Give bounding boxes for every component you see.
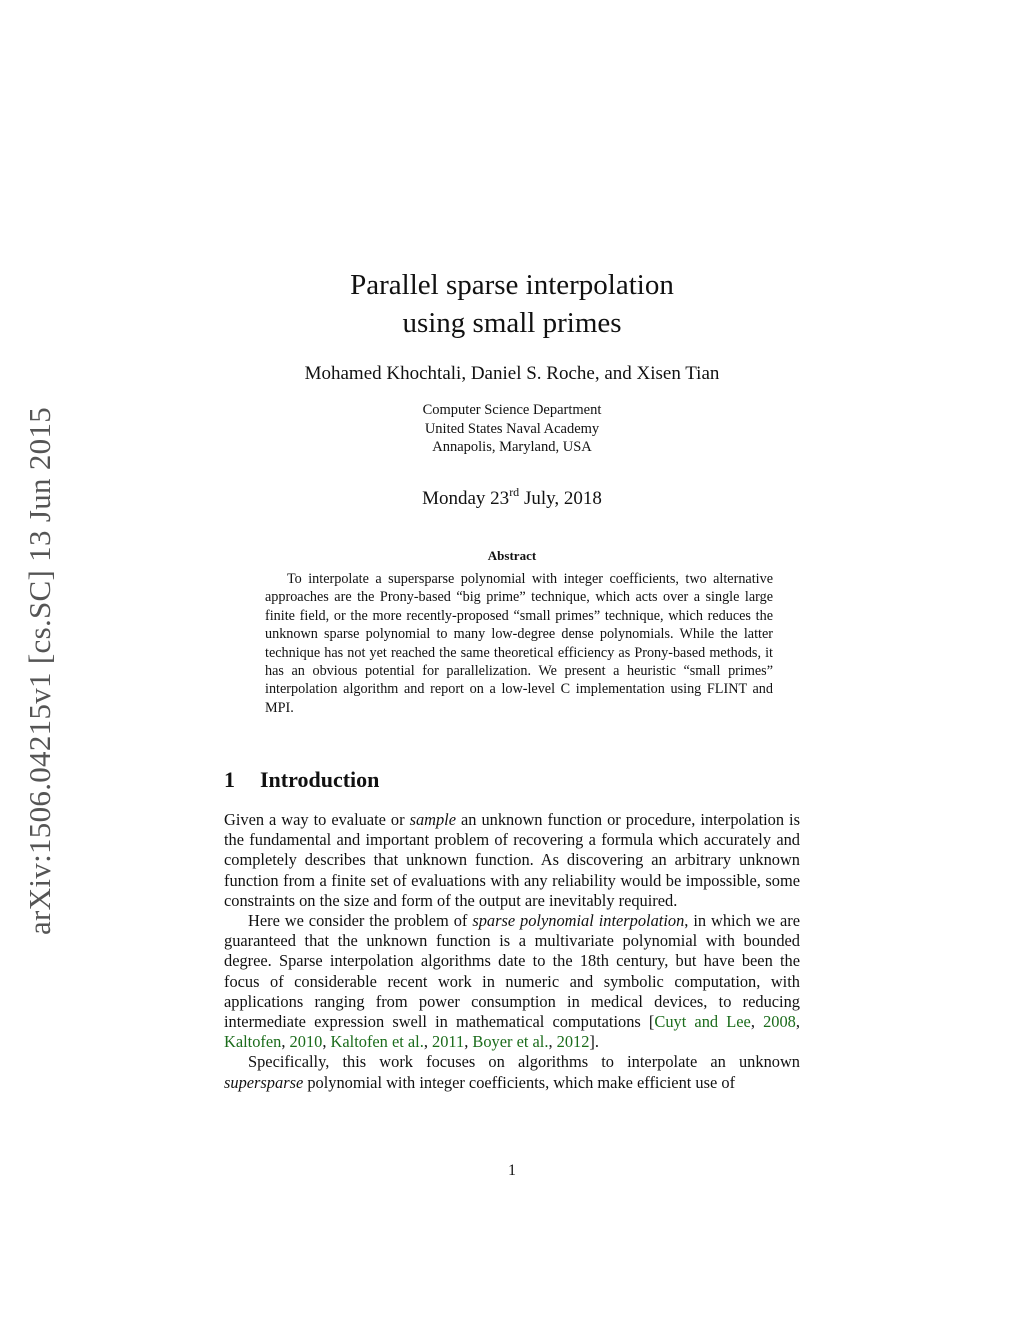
citation-separator: ,: [464, 1032, 473, 1052]
citation-separator: ,: [322, 1032, 331, 1052]
author-list: Mohamed Khochtali, Daniel S. Roche, and Xisen Tian: [304, 363, 720, 384]
paragraph-text: , in which we are guaranteed that the unknown function is a multivariate polynomial with bounded degree. Sparse interpolation algorithms date to the 18th century, but have been the focus of considerable recent work in numeric and symbolic computation, with applications ranging from power consumption in medical devices, to reducing intermediate expression swell in mathematical computations [: [224, 911, 800, 1032]
section-title: Introduction: [260, 767, 380, 792]
citation-link-authors[interactable]: Kaltofen: [224, 1032, 282, 1052]
affiliation-department: Computer Science Department: [422, 402, 602, 418]
section-heading-introduction: [224, 765, 379, 795]
title-line-1: Parallel sparse interpolation: [350, 269, 674, 301]
paper-date: [224, 486, 800, 512]
paragraph-text: Here we consider the problem of: [248, 911, 473, 931]
affiliation-institution: United States Naval Academy: [424, 420, 600, 437]
introduction-body: [224, 810, 800, 1093]
citation-link-authors[interactable]: Boyer et al.: [472, 1032, 549, 1052]
citation-link-authors[interactable]: Cuyt and Lee: [654, 1012, 751, 1032]
section-number: 1: [224, 767, 235, 792]
emphasized-term: sparse polynomial interpolation: [472, 911, 685, 931]
citation-close: ].: [589, 1032, 599, 1052]
emphasized-term: sample: [409, 810, 457, 829]
paragraph-text: Given a way to evaluate or: [224, 810, 410, 829]
arxiv-identifier-stamp: arXiv:1506.04215v1 [cs.SC] 13 Jun 2015: [22, 406, 57, 935]
citation-separator: ,: [423, 1032, 433, 1052]
page-number: 1: [508, 1162, 516, 1179]
title-line-2: using small primes: [402, 307, 622, 339]
citation-separator: ,: [281, 1032, 290, 1052]
citation-separator: ,: [795, 1012, 800, 1032]
citation-link-year[interactable]: 2012: [556, 1032, 590, 1052]
citation-separator: ,: [548, 1032, 557, 1052]
abstract-heading: Abstract: [487, 548, 537, 563]
paragraph-text: polynomial with integer coefficients, which make efficient use of: [303, 1072, 736, 1092]
affiliation-block: [224, 401, 800, 457]
citation-link-year[interactable]: 2008: [763, 1012, 796, 1032]
citation-link-authors[interactable]: Kaltofen et al.: [330, 1032, 424, 1052]
citation-separator: ,: [750, 1012, 764, 1032]
citation-link-year[interactable]: 2011: [432, 1032, 465, 1052]
affiliation-location: Annapolis, Maryland, USA: [432, 439, 592, 455]
paragraph-text: Specifically, this work focuses on algorithms to interpolate an unknown: [248, 1052, 800, 1072]
abstract-text: To interpolate a supersparse polynomial with integer coefficients, two alternative approaches are the Prony-based “big prime” technique, which acts over a single large finite field, or the more recently-proposed “small primes” technique, which reduces the unknown sparse polynomial to many low-degree dense polynomials. While the latter technique has not yet reached the same theoretical efficiency as Prony-based methods, it has an obvious potential for parallelization. We present a heuristic “small primes” interpolation algorithm and report on a low-level C implementation using FLINT and MPI.: [265, 571, 773, 716]
paragraph: [224, 911, 800, 1052]
citation-link-year[interactable]: 2010: [289, 1032, 323, 1052]
paragraph: [224, 1052, 800, 1092]
paper-title: [224, 266, 800, 342]
paragraph-text: an unknown function or procedure, interpolation is the fundamental and important problem of recovering a formula which accurately and completely describes that unknown function. As discovering an arbitrary unknown function from a finite set of evaluations with any reliability would be impossible, some constraints on the size and form of the output are inevitably required.: [224, 810, 800, 910]
paragraph: [224, 810, 800, 911]
date-prefix: Monday 23: [422, 488, 510, 509]
date-suffix: July, 2018: [519, 488, 602, 509]
date-ordinal: rd: [509, 485, 520, 499]
emphasized-term: supersparse: [224, 1072, 304, 1092]
